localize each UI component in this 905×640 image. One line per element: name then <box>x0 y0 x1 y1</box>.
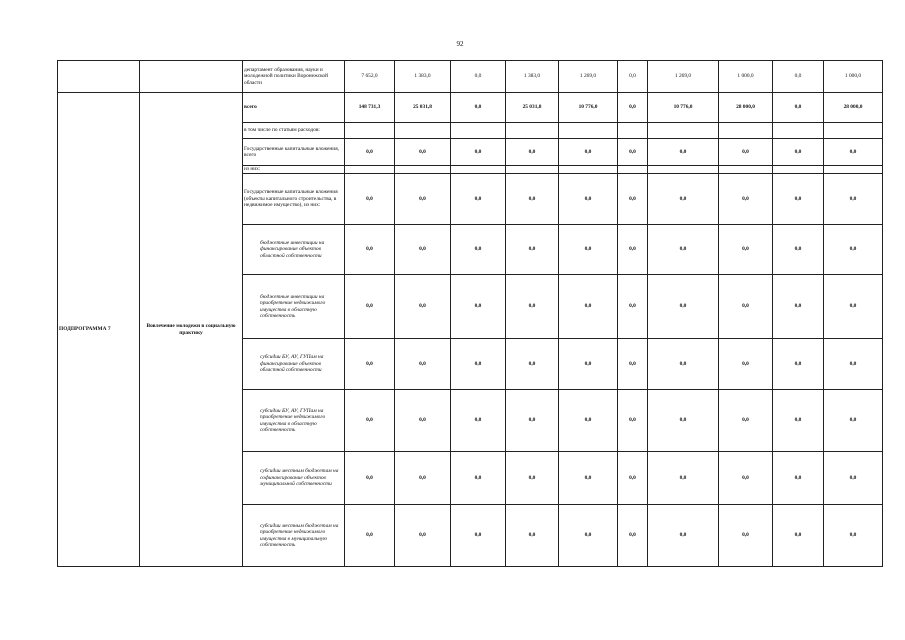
value-cell: 0,0 <box>648 225 719 275</box>
value-cell: 25 031,8 <box>506 93 559 123</box>
value-cell: 0,0 <box>395 390 451 452</box>
value-cell: 0,0 <box>559 505 618 567</box>
empty-cell <box>506 123 559 139</box>
value-cell: 0,0 <box>395 452 451 505</box>
row-description: бюджетные инвестиции на приобретение недвижимого имущества в областную собственность <box>243 275 345 339</box>
value-cell: 0,0 <box>345 339 395 390</box>
value-cell: 0,0 <box>395 225 451 275</box>
value-cell: 0,0 <box>506 339 559 390</box>
row-description: в том числе по статьям расходов: <box>243 123 345 139</box>
value-cell: 0,0 <box>719 275 773 339</box>
value-cell: 0,0 <box>506 390 559 452</box>
value-cell: 0,0 <box>773 139 824 166</box>
value-cell: 0,0 <box>648 505 719 567</box>
value-cell: 0,0 <box>719 139 773 166</box>
subprogram-code: ПОДПРОГРАММА 7 <box>58 93 140 567</box>
value-cell: 28 000,0 <box>719 93 773 123</box>
empty-cell <box>648 166 719 174</box>
value-cell: 0,0 <box>618 61 648 93</box>
value-cell: 0,0 <box>824 505 883 567</box>
value-cell: 0,0 <box>451 452 506 505</box>
value-cell: 0,0 <box>618 225 648 275</box>
row-description: всего <box>243 93 345 123</box>
value-cell: 0,0 <box>345 505 395 567</box>
row-description: департамент образования, науки и молодежной политики Воронежской области <box>243 61 345 93</box>
value-cell: 0,0 <box>451 225 506 275</box>
value-cell: 0,0 <box>395 339 451 390</box>
value-cell: 0,0 <box>506 174 559 225</box>
page-number: 92 <box>456 40 464 48</box>
empty-cell <box>824 166 883 174</box>
value-cell: 10 776,0 <box>648 93 719 123</box>
value-cell: 1 383,0 <box>395 61 451 93</box>
empty-cell <box>395 123 451 139</box>
value-cell: 0,0 <box>773 61 824 93</box>
value-cell: 0,0 <box>773 225 824 275</box>
empty-cell <box>58 61 140 93</box>
row-description: бюджетные инвестиции на финансирование объектов областной собственности <box>243 225 345 275</box>
row-description: субсидии БУ, АУ, ГУПам на финансирование объектов областной собственности <box>243 339 345 390</box>
value-cell: 0,0 <box>559 225 618 275</box>
empty-cell <box>719 123 773 139</box>
empty-cell <box>618 123 648 139</box>
value-cell: 7 652,0 <box>345 61 395 93</box>
value-cell: 0,0 <box>451 174 506 225</box>
value-cell: 0,0 <box>506 225 559 275</box>
empty-cell <box>345 166 395 174</box>
empty-cell <box>451 166 506 174</box>
empty-cell <box>773 166 824 174</box>
value-cell: 0,0 <box>559 139 618 166</box>
value-cell: 0,0 <box>345 452 395 505</box>
value-cell: 0,0 <box>451 339 506 390</box>
value-cell: 148 731,3 <box>345 93 395 123</box>
empty-cell <box>648 123 719 139</box>
empty-cell <box>395 166 451 174</box>
value-cell: 0,0 <box>345 390 395 452</box>
value-cell: 10 776,0 <box>559 93 618 123</box>
value-cell: 0,0 <box>719 390 773 452</box>
value-cell: 0,0 <box>506 275 559 339</box>
value-cell: 0,0 <box>618 139 648 166</box>
value-cell: 0,0 <box>648 275 719 339</box>
value-cell: 0,0 <box>451 390 506 452</box>
value-cell: 0,0 <box>719 505 773 567</box>
value-cell: 0,0 <box>618 174 648 225</box>
value-cell: 1 269,0 <box>648 61 719 93</box>
value-cell: 0,0 <box>648 452 719 505</box>
value-cell: 0,0 <box>618 390 648 452</box>
value-cell: 0,0 <box>618 505 648 567</box>
value-cell: 0,0 <box>824 139 883 166</box>
value-cell: 25 031,8 <box>395 93 451 123</box>
empty-cell <box>140 61 243 93</box>
value-cell: 0,0 <box>451 61 506 93</box>
value-cell: 0,0 <box>345 174 395 225</box>
value-cell: 0,0 <box>618 452 648 505</box>
empty-cell <box>506 166 559 174</box>
value-cell: 0,0 <box>618 93 648 123</box>
empty-cell <box>451 123 506 139</box>
value-cell: 0,0 <box>345 225 395 275</box>
value-cell: 1 269,0 <box>559 61 618 93</box>
empty-cell <box>559 123 618 139</box>
value-cell: 0,0 <box>719 174 773 225</box>
value-cell: 0,0 <box>559 275 618 339</box>
table-row <box>58 61 883 93</box>
value-cell: 0,0 <box>506 139 559 166</box>
value-cell: 0,0 <box>648 339 719 390</box>
value-cell: 0,0 <box>824 452 883 505</box>
value-cell: 1 000,0 <box>824 61 883 93</box>
row-description: Государственные капитальные вложения, всего <box>243 139 345 166</box>
row-description: субсидии местным бюджетам на приобретение недвижимого имущества в муниципальную собственность <box>243 505 345 567</box>
row-description: субсидии БУ, АУ, ГУПам на приобретение недвижимого имущества в областную собственность <box>243 390 345 452</box>
value-cell: 28 000,0 <box>824 93 883 123</box>
value-cell: 0,0 <box>395 275 451 339</box>
value-cell: 0,0 <box>773 174 824 225</box>
value-cell: 0,0 <box>395 505 451 567</box>
value-cell: 0,0 <box>451 139 506 166</box>
value-cell: 0,0 <box>648 139 719 166</box>
empty-cell <box>719 166 773 174</box>
value-cell: 0,0 <box>719 225 773 275</box>
subprogram-name: Вовлечение молодежи в социальную практику <box>140 93 243 567</box>
value-cell: 0,0 <box>773 452 824 505</box>
value-cell: 0,0 <box>824 339 883 390</box>
value-cell: 0,0 <box>451 93 506 123</box>
value-cell: 0,0 <box>451 505 506 567</box>
empty-cell <box>345 123 395 139</box>
value-cell: 0,0 <box>773 93 824 123</box>
value-cell: 0,0 <box>506 452 559 505</box>
value-cell: 0,0 <box>773 339 824 390</box>
value-cell: 0,0 <box>506 505 559 567</box>
value-cell: 0,0 <box>824 174 883 225</box>
value-cell: 0,0 <box>559 390 618 452</box>
row-description: субсидии местным бюджетам на софинансирование объектов муниципальной собственности <box>243 452 345 505</box>
value-cell: 0,0 <box>719 452 773 505</box>
value-cell: 0,0 <box>773 275 824 339</box>
value-cell: 0,0 <box>824 275 883 339</box>
value-cell: 0,0 <box>395 139 451 166</box>
value-cell: 0,0 <box>648 174 719 225</box>
value-cell: 0,0 <box>824 225 883 275</box>
row-description: из них: <box>243 166 345 174</box>
row-description: Государственные капитальные вложения (объекты капитального строительства, в недвижимое имущество), из них: <box>243 174 345 225</box>
empty-cell <box>559 166 618 174</box>
value-cell: 0,0 <box>719 339 773 390</box>
value-cell: 0,0 <box>773 390 824 452</box>
value-cell: 0,0 <box>618 275 648 339</box>
value-cell: 0,0 <box>559 339 618 390</box>
value-cell: 1 383,0 <box>506 61 559 93</box>
value-cell: 0,0 <box>773 505 824 567</box>
value-cell: 1 000,0 <box>719 61 773 93</box>
value-cell: 0,0 <box>618 339 648 390</box>
value-cell: 0,0 <box>559 452 618 505</box>
value-cell: 0,0 <box>395 174 451 225</box>
value-cell: 0,0 <box>345 139 395 166</box>
value-cell: 0,0 <box>451 275 506 339</box>
value-cell: 0,0 <box>648 390 719 452</box>
value-cell: 0,0 <box>559 174 618 225</box>
empty-cell <box>824 123 883 139</box>
table-row <box>58 93 883 123</box>
empty-cell <box>773 123 824 139</box>
value-cell: 0,0 <box>345 275 395 339</box>
empty-cell <box>618 166 648 174</box>
value-cell: 0,0 <box>824 390 883 452</box>
budget-table <box>57 60 883 567</box>
